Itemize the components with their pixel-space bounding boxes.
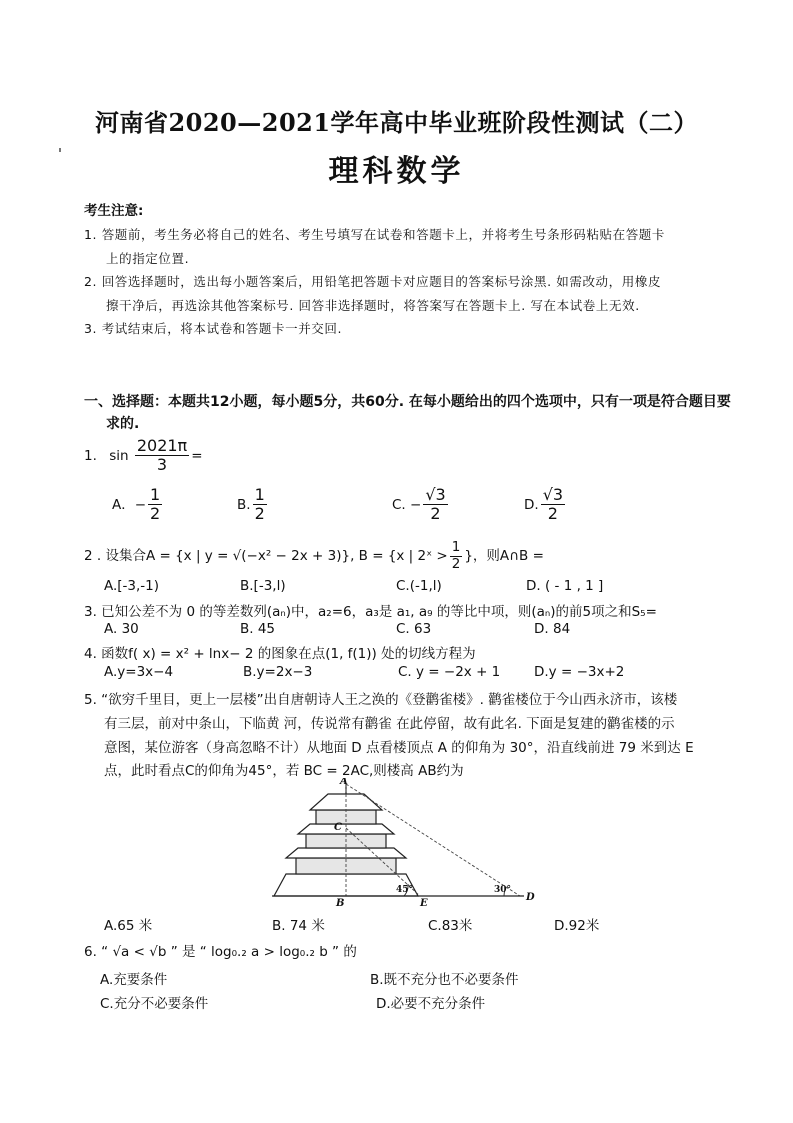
question-1-stem: 1. sin $\frac{2021\pi}{3}$ =	[84, 436, 203, 475]
label-angle-30: 30°	[494, 885, 512, 895]
question-4-option-a: A.y=3x−4	[104, 664, 174, 680]
tower-figure	[268, 778, 548, 908]
question-5-option-a: A.65 米	[104, 918, 153, 934]
question-2-stem: 2 . 设集合A = {x | y = √(−x² − 2x + 3)}, B = {x | 2ˣ > $\frac{1}{2}$ }，则A∩B =	[84, 539, 544, 572]
label-c: C	[334, 822, 342, 833]
question-2-option-a: A.[-3,-1)	[104, 578, 160, 594]
question-2-option-c: C.(-1,l)	[396, 578, 442, 594]
label-d: D	[526, 892, 535, 903]
subject-title: 理科数学	[328, 154, 465, 189]
label-angle-45: 45°	[396, 885, 414, 895]
exam-title: 河南省2020—2021学年高中毕业班阶段性测试（二）	[94, 108, 699, 137]
question-4-option-c: C. y = −2x + 1	[398, 664, 501, 680]
question-5-stem-line: 5. “欲穷千里目，更上一层楼”出自唐朝诗人王之涣的《登鹳雀楼》. 鹳雀楼位于今山西永济市，该楼	[84, 692, 678, 708]
question-5-option-b: B. 74 米	[272, 918, 325, 934]
question-3-stem: 3. 已知公差不为 0 的等差数列(aₙ)中，a₂=6，a₃是 a₁, a₉ 的等比中项，则(aₙ)的前5项之和S₅=	[84, 604, 657, 620]
question-3-option-d: D. 84	[534, 621, 571, 637]
question-4-stem: 4. 函数f( x) = x² + lnx− 2 的图象在点(1, f(1)) 处的切线方程为	[84, 646, 476, 662]
question-5-option-c: C.83米	[428, 918, 473, 934]
question-3-option-a: A. 30	[104, 621, 139, 637]
notice-heading: 考生注意:	[84, 203, 144, 219]
question-5-stem-line: 点，此时看点C的仰角为45°，若 BC = 2AC,则楼高 AB约为	[104, 763, 464, 779]
question-1-option-a: A．− $\frac{1}{2}$	[112, 485, 161, 524]
question-5-option-d: D.92米	[554, 918, 600, 934]
question-6-option-b: B.既不充分也不必要条件	[370, 972, 519, 988]
question-6-option-c: C.充分不必要条件	[100, 996, 209, 1012]
question-1-option-c: C. − $\frac{√3}{2}$	[392, 485, 446, 524]
section-heading-cont: 求的.	[106, 416, 140, 432]
question-6-stem: 6. “ √a < √b ” 是 “ log₀.₂ a > log₀.₂ b ” 的	[84, 944, 357, 960]
question-6-option-d: D.必要不充分条件	[376, 996, 486, 1012]
question-5-stem-line: 有三层，前对中条山，下临黄 河，传说常有鹳雀 在此停留，故有此名. 下面是复建的鹳雀楼的示	[104, 716, 675, 732]
notice-item: 1. 答题前，考生务必将自己的姓名、考生号填写在试卷和答题卡上，并将考生号条形码粘贴在答题卡	[84, 227, 666, 242]
label-e: E	[420, 898, 428, 908]
question-1-option-b: B. $\frac{1}{2}$	[237, 485, 265, 524]
question-3-option-b: B. 45	[240, 621, 276, 637]
notice-item: 2. 回答选择题时，选出每小题答案后，用铅笔把答题卡对应题目的答案标号涂黑. 如需改动，用橡皮	[84, 274, 662, 289]
section-heading: 一、选择题：本题共12小题，每小题5分，共60分. 在每小题给出的四个选项中，只有一项是符合题目要	[84, 394, 731, 410]
question-2-option-d: D. ( - 1 , 1 ]	[526, 578, 604, 594]
question-6-option-a: A.充要条件	[100, 972, 168, 988]
label-b: B	[336, 898, 345, 908]
question-4-option-d: D.y = −3x+2	[534, 664, 625, 680]
question-4-option-b: B.y=2x−3	[243, 664, 313, 680]
notice-item: 擦干净后，再选涂其他答案标号. 回答非选择题时，将答案写在答题卡上. 写在本试卷上无效.	[106, 298, 640, 313]
question-2-option-b: B.[-3,l)	[240, 578, 286, 594]
label-a: A	[340, 778, 348, 787]
notice-item: 上的指定位置.	[106, 251, 190, 266]
question-1-option-d: D. $\frac{√3}{2}$	[524, 485, 564, 524]
question-3-option-c: C. 63	[396, 621, 432, 637]
question-5-stem-line: 意图，某位游客（身高忽略不计）从地面 D 点看楼顶点 A 的仰角为 30°，沿直线前进 79 米到达 E	[104, 740, 694, 756]
notice-item: 3. 考试结束后，将本试卷和答题卡一并交回.	[84, 321, 343, 336]
